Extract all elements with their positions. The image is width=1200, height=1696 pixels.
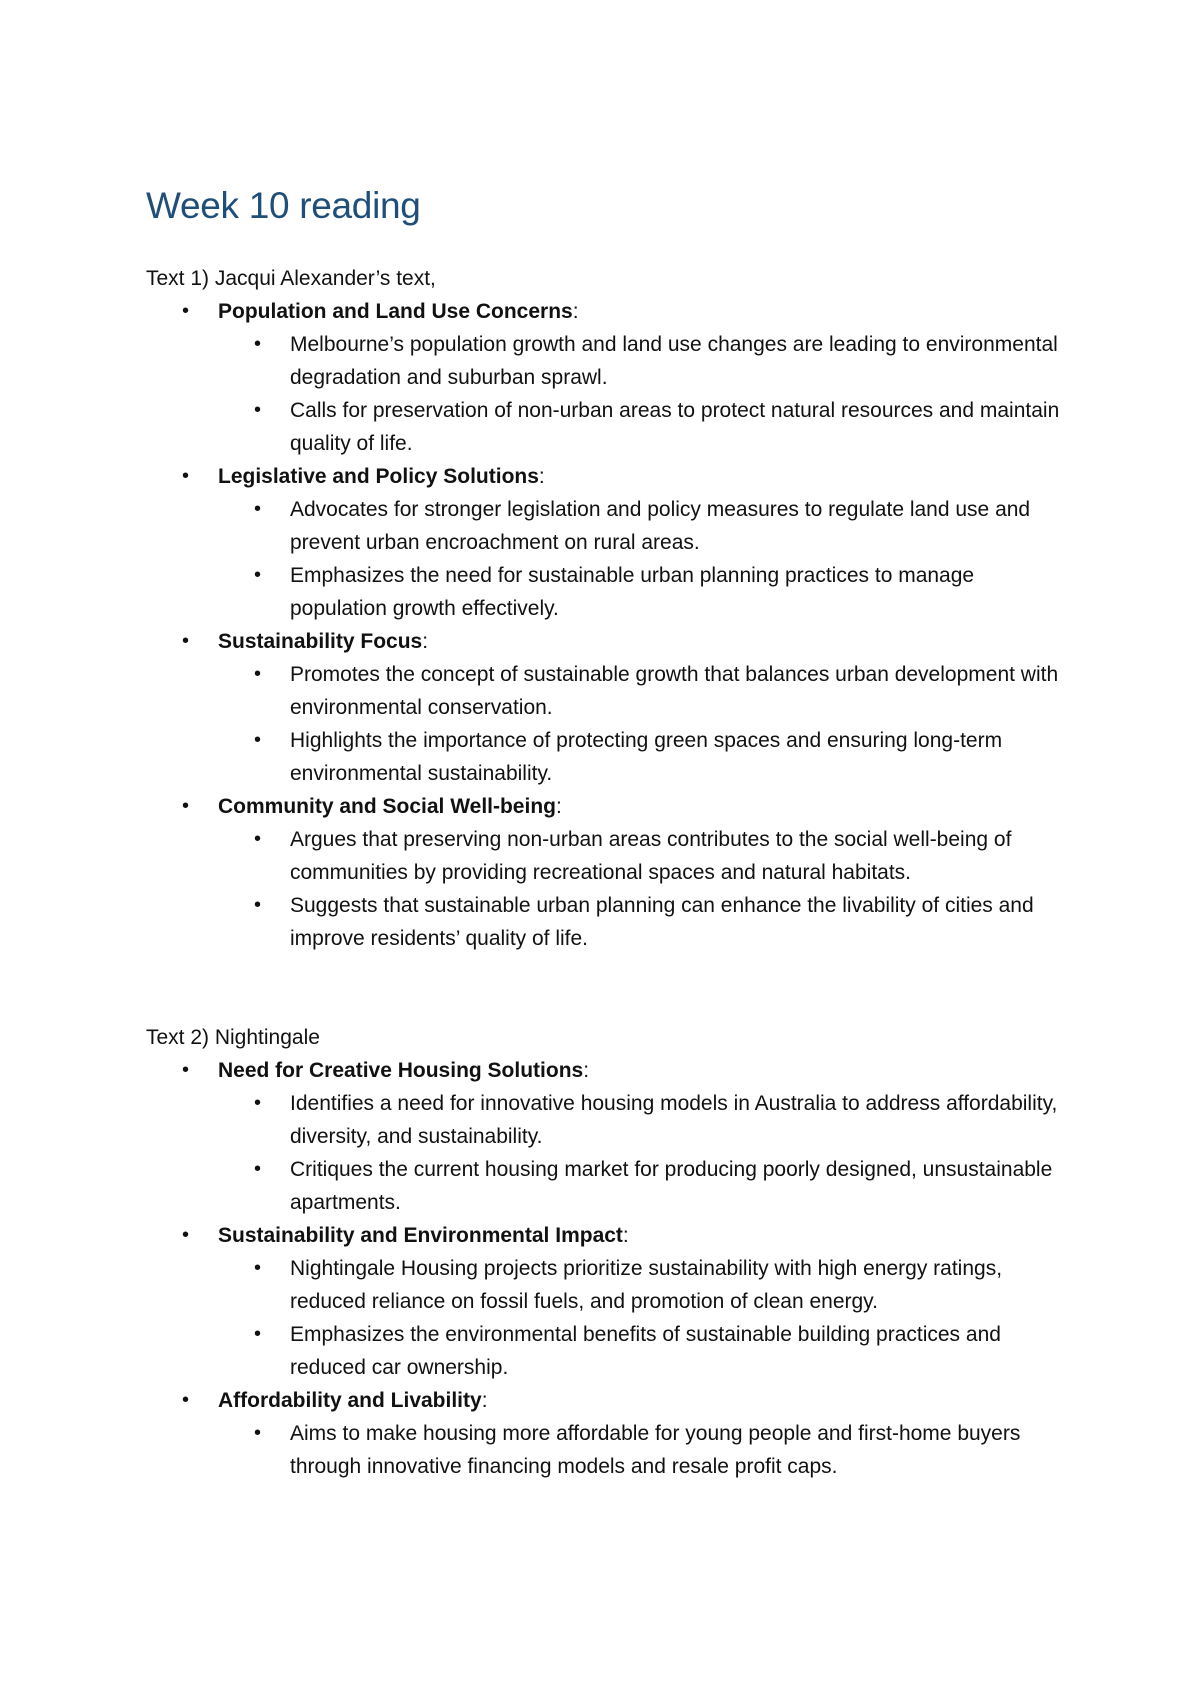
subpoint-item: • Aims to make housing more affordable for young people and first-home buyers through innovative financing models and resale profit caps. [218, 1417, 1066, 1483]
point-item [146, 460, 1066, 625]
subpoint-item: • Melbourne’s population growth and land use changes are leading to environmental degradation and suburban sprawl. [218, 328, 1066, 394]
point-list [146, 295, 1066, 955]
point-colon: : [481, 1389, 488, 1412]
title-spacer [146, 228, 1066, 262]
point-item [146, 295, 1066, 460]
subpoint-list [218, 1252, 1066, 1384]
subpoint-item: • Argues that preserving non-urban areas contributes to the social well-being of communities by providing recreational spaces and natural habitats. [218, 823, 1066, 889]
point-colon: : [538, 465, 545, 488]
subpoint-item: • Critiques the current housing market for producing poorly designed, unsustainable apartments. [218, 1153, 1066, 1219]
subpoint-list [218, 328, 1066, 460]
point-colon: : [555, 795, 562, 818]
point-colon: : [422, 630, 429, 653]
point-item [146, 790, 1066, 955]
point-title: Population and Land Use Concerns [218, 300, 573, 323]
point-colon: : [583, 1059, 590, 1082]
point-list [146, 1054, 1066, 1483]
section-text-2 [146, 1021, 1066, 1483]
section-spacer [146, 955, 1066, 1021]
point-item [146, 625, 1066, 790]
point-item [146, 1384, 1066, 1483]
point-item [146, 1219, 1066, 1384]
subpoint-list [218, 823, 1066, 955]
point-title: Sustainability and Environmental Impact [218, 1224, 623, 1247]
point-title: Community and Social Well-being [218, 795, 556, 818]
section-heading: Text 1) Jacqui Alexander’s text, [146, 267, 436, 290]
document-page [146, 184, 1066, 1483]
subpoint-item: • Emphasizes the need for sustainable urban planning practices to manage population growth effectively. [218, 559, 1066, 625]
subpoint-item: • Calls for preservation of non-urban areas to protect natural resources and maintain quality of life. [218, 394, 1066, 460]
subpoint-item: • Suggests that sustainable urban planning can enhance the livability of cities and improve residents’ quality of life. [218, 889, 1066, 955]
subpoint-list [218, 1417, 1066, 1483]
point-title: Legislative and Policy Solutions [218, 465, 539, 488]
point-title: Sustainability Focus [218, 630, 423, 653]
point-title: Affordability and Livability [218, 1389, 482, 1412]
section-heading: Text 2) Nightingale [146, 1026, 320, 1049]
point-colon: : [572, 300, 579, 323]
subpoint-list [218, 658, 1066, 790]
point-title: Need for Creative Housing Solutions [218, 1059, 584, 1082]
point-item [146, 1054, 1066, 1219]
subpoint-item: • Advocates for stronger legislation and policy measures to regulate land use and prevent urban encroachment on rural areas. [218, 493, 1066, 559]
subpoint-item: • Identifies a need for innovative housing models in Australia to address affordability, diversity, and sustainability. [218, 1087, 1066, 1153]
subpoint-item: • Nightingale Housing projects prioritize sustainability with high energy ratings, reduced reliance on fossil fuels, and promotion of clean energy. [218, 1252, 1066, 1318]
subpoint-list [218, 1087, 1066, 1219]
point-colon: : [622, 1224, 629, 1247]
page-title: Week 10 reading [146, 185, 421, 226]
subpoint-item: • Highlights the importance of protecting green spaces and ensuring long-term environmental sustainability. [218, 724, 1066, 790]
subpoint-list [218, 493, 1066, 625]
subpoint-item: • Promotes the concept of sustainable growth that balances urban development with environmental conservation. [218, 658, 1066, 724]
section-text-1 [146, 262, 1066, 955]
subpoint-item: • Emphasizes the environmental benefits of sustainable building practices and reduced car ownership. [218, 1318, 1066, 1384]
